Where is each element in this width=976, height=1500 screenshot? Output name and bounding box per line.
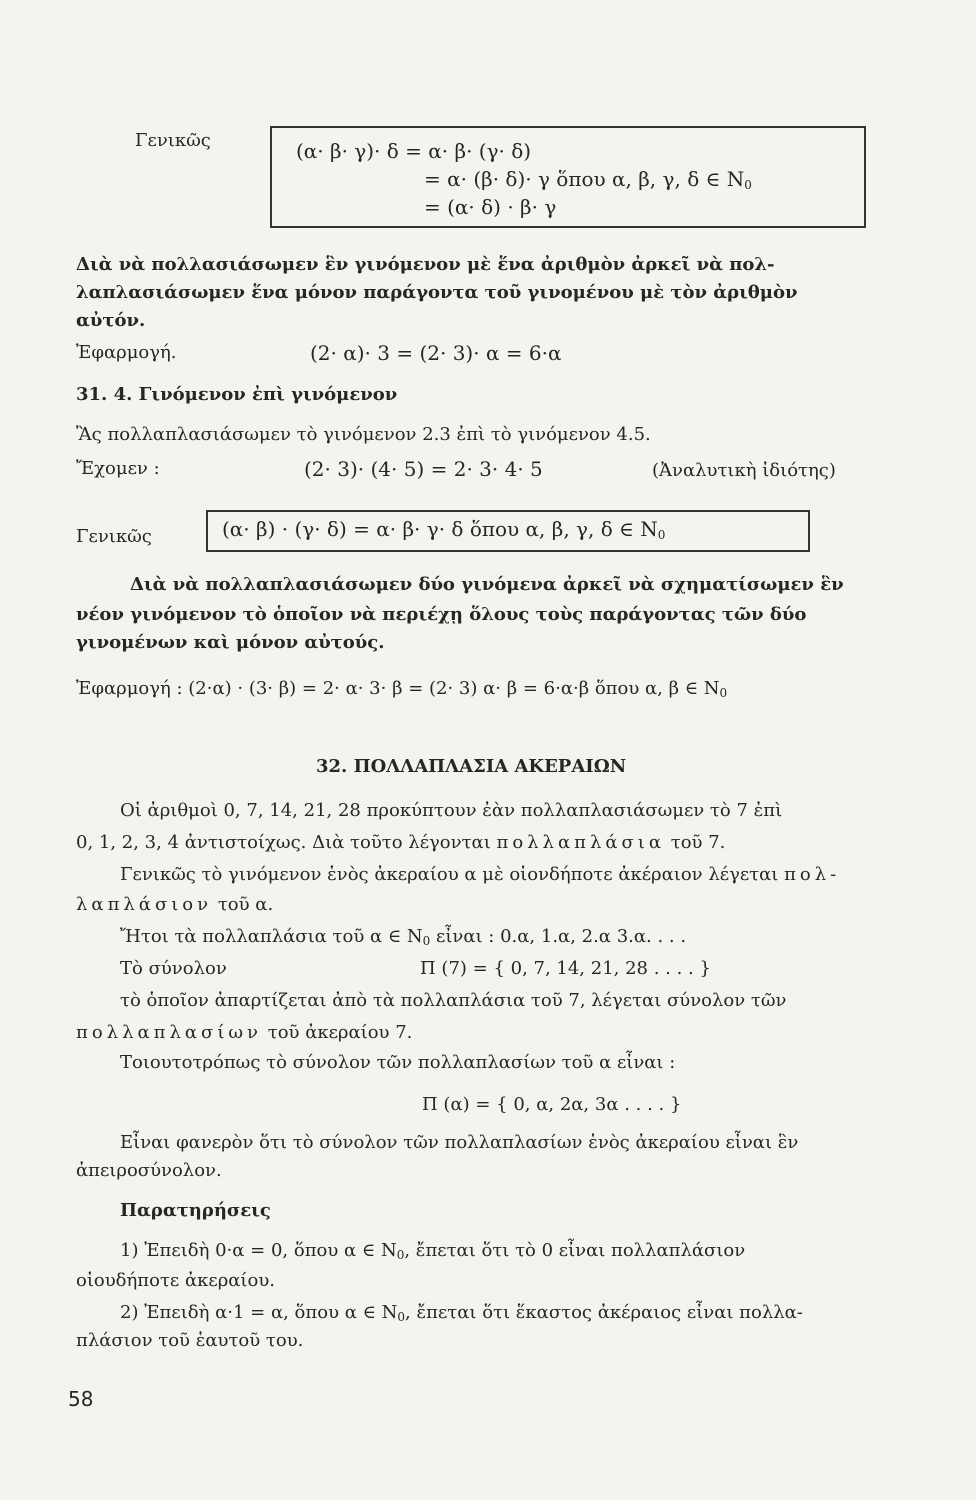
remark-2-line-2: πλάσιον τοῦ ἑαυτοῦ του.: [76, 1330, 304, 1351]
remark-1-line-1: 1) Ἐπειδὴ 0·α = 0, ὅπου α ∈ $N_0$, ἔπεται ὅτι τὸ 0 εἶναι πολλαπλάσιον: [120, 1240, 746, 1262]
paragraph-5: Τοιουτοτρόπως τὸ σύνολον τῶν πολλαπλασίων τοῦ α εἶναι :: [120, 1052, 676, 1073]
page-number: 58: [68, 1387, 94, 1411]
remark-2-line-1: 2) Ἐπειδὴ α·1 = α, ὅπου α ∈ $N_0$, ἔπεται ὅτι ἕκαστος ἀκέραιος εἶναι πολλα-: [120, 1302, 803, 1324]
formula-line-1: (α· β· γ)· δ = α· β· (γ· δ): [296, 139, 532, 163]
rule-line-3: αὐτόν.: [76, 310, 146, 331]
rule-2-line-2: νέον γινόμενον τὸ ὁποῖον νὰ περιέχῃ ὅλους τοὺς παράγοντας τῶν δύο: [76, 604, 807, 625]
remarks-heading: Παρατηρήσεις: [120, 1200, 271, 1221]
section-31-4-line-1: Ἂς πολλαπλασιάσωμεν τὸ γινόμενον 2.3 ἐπὶ τὸ γινόμενον 4.5.: [76, 424, 651, 445]
rule-line-1: Διὰ νὰ πολλασιάσωμεν ἓν γινόμενον μὲ ἕνα ἀριθμὸν ἀρκεῖ νὰ πολ-: [76, 254, 775, 275]
multiples-set-formula: Π (α) = { 0, α, 2α, 3α . . . . }: [422, 1094, 682, 1115]
rule-2-line-3: γινομένων καὶ μόνον αὐτούς.: [76, 632, 385, 653]
rule-2-line-1: Διὰ νὰ πολλαπλασιάσωμεν δύο γινόμενα ἀρκεῖ νὰ σχηματίσωμεν ἓν: [130, 574, 844, 595]
application-formula: (2· α)· 3 = (2· 3)· α = 6·α: [310, 341, 562, 365]
have-note: (Ἀναλυτικὴ ἰδιότης): [652, 460, 836, 481]
general-formula-2: (α· β) · (γ· δ) = α· β· γ· δ ὅπου α, β, γ, δ ∈ $N_0$: [222, 517, 666, 542]
paragraph-3: Ἤτοι τὰ πολλαπλάσια τοῦ α ∈ $N_0$ εἶναι : 0.α, 1.α, 2.α 3.α. . . .: [120, 926, 687, 948]
set-formula: Π (7) = { 0, 7, 14, 21, 28 . . . . }: [420, 958, 711, 979]
have-label: Ἔχομεν :: [76, 458, 160, 479]
paragraph-4-line-2: πολλαπλασίων τοῦ ἀκεραίου 7.: [76, 1022, 413, 1043]
remark-1-line-2: οἱουδήποτε ἀκεραίου.: [76, 1270, 275, 1291]
paragraph-2-line-2: λαπλάσιον τοῦ α.: [76, 894, 274, 915]
paragraph-1-line-2: 0, 1, 2, 3, 4 ἀντιστοίχως. Διὰ τοῦτο λέγονται πολλαπλάσια τοῦ 7.: [76, 832, 726, 853]
have-formula: (2· 3)· (4· 5) = 2· 3· 4· 5: [304, 457, 543, 481]
paragraph-2-line-1: Γενικῶς τὸ γινόμενον ἑνὸς ἀκεραίου α μὲ οἱονδήποτε ἀκέραιον λέγεται πολ-: [120, 864, 841, 885]
rule-line-2: λαπλασιάσωμεν ἕνα μόνον παράγοντα τοῦ γινομένου μὲ τὸν ἀριθμὸν: [76, 282, 798, 303]
section-heading-31-4: 31. 4. Γινόμενον ἐπὶ γινόμενον: [76, 384, 398, 405]
general-label-2: Γενικῶς: [76, 526, 152, 547]
paragraph-4-line-1: τὸ ὁποῖον ἀπαρτίζεται ἀπὸ τὰ πολλαπλάσια τοῦ 7, λέγεται σύνολον τῶν: [120, 990, 787, 1011]
section-heading-32: 32. ΠΟΛΛΑΠΛΑΣΙΑ ΑΚΕΡΑΙΩΝ: [316, 756, 627, 777]
general-label: Γενικῶς: [135, 130, 211, 151]
paragraph-1-line-1: Οἱ ἀριθμοὶ 0, 7, 14, 21, 28 προκύπτουν ἐὰν πολλαπλασιάσωμεν τὸ 7 ἐπὶ: [120, 800, 783, 821]
formula-line-3: = (α· δ) · β· γ: [424, 195, 557, 219]
paragraph-6-line-1: Εἶναι φανερὸν ὅτι τὸ σύνολον τῶν πολλαπλασίων ἑνὸς ἀκεραίου εἶναι ἓν: [120, 1132, 799, 1153]
application-2: Ἐφαρμογή : (2·α) · (3· β) = 2· α· 3· β = (2· 3) α· β = 6·α·β ὅπου α, β ∈ $N_0$: [76, 678, 728, 700]
formula-line-2: = α· (β· δ)· γ ὅπου α, β, γ, δ ∈ $N_0$: [424, 167, 752, 192]
application-label: Ἐφαρμογή.: [76, 342, 177, 363]
set-label: Τὸ σύνολον: [120, 958, 227, 979]
paragraph-6-line-2: ἀπειροσύνολον.: [76, 1160, 222, 1181]
